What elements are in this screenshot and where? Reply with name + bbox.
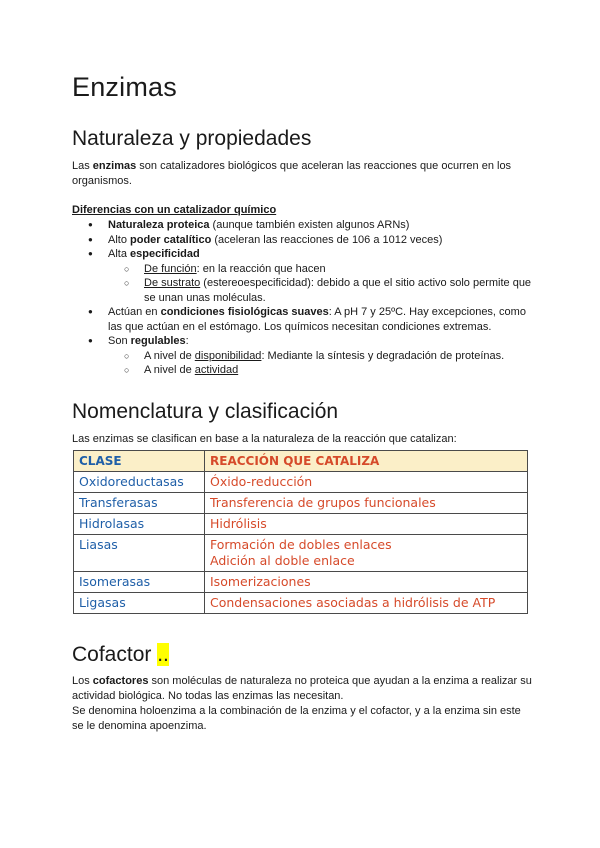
b5-text: :	[185, 335, 189, 347]
table-row	[74, 535, 528, 572]
differences-heading: Diferencias con un catalizador químico	[72, 204, 277, 216]
table-row	[74, 514, 528, 535]
header-reaccion: REACCIÓN QUE CATALIZA	[205, 451, 528, 472]
cell-clase: Ligasas	[74, 593, 205, 614]
cofactor-paragraph	[72, 674, 532, 704]
b3-sub1-underlined: De función	[144, 262, 197, 275]
table-row	[74, 472, 528, 493]
b3-sub2-underlined: De sustrato	[144, 277, 201, 289]
specificity-sublist	[108, 262, 537, 306]
section-heading-naturaleza: Naturaleza y propiedades	[72, 127, 312, 150]
cell-reaccion	[205, 535, 528, 572]
cell-reaccion-line1: Formación de dobles enlaces	[210, 537, 392, 552]
table-header-row	[74, 451, 528, 472]
cell-clase: Hidrolasas	[74, 514, 205, 535]
b2-bold: poder catalítico	[130, 233, 212, 246]
table-row	[74, 493, 528, 514]
b3-sub1-text: : en la reacción que hacen	[196, 262, 326, 275]
table-row	[74, 593, 528, 614]
sub-list-item	[108, 276, 537, 305]
cofactor-heading-highlight: ..	[157, 643, 169, 666]
b5-sub2-pre: A nivel de	[144, 364, 195, 376]
holoenzyme-paragraph: Se denomina holoenzima a la combinación de la enzima y el cofactor, y a la enzima sin este se le denomina apoenzima.	[72, 705, 521, 732]
b2-text: (aceleran las reacciones de 106 a 1012 veces)	[211, 233, 443, 246]
intro-text-pre: Las	[72, 160, 93, 172]
intro-paragraph	[72, 159, 532, 189]
cofactor-text-post: son moléculas de naturaleza no proteica que ayudan a la enzima a realizar su actividad biológica. No todas las enzimas las necesitan.	[72, 675, 532, 702]
b4-bold: condiciones fisiológicas suaves	[160, 306, 329, 318]
b5-sub1-underlined: disponibilidad	[194, 349, 262, 362]
regulation-sublist	[108, 349, 537, 378]
cell-clase: Transferasas	[74, 493, 205, 514]
differences-list	[72, 218, 537, 378]
b5-bold: regulables	[130, 335, 186, 347]
intro-text-post: son catalizadores biológicos que aceleran las reacciones que ocurren en los organismos.	[72, 160, 512, 187]
cell-reaccion: Isomerizaciones	[205, 572, 528, 593]
list-item	[72, 334, 537, 378]
cofactor-text-pre: Los	[72, 675, 93, 687]
b5-pre: Son	[108, 335, 131, 347]
cell-clase: Liasas	[74, 535, 205, 572]
b1-bold: Naturaleza proteica	[108, 219, 210, 231]
page-title: Enzimas	[72, 72, 177, 102]
list-item	[72, 305, 537, 334]
cell-reaccion: Transferencia de grupos funcionales	[205, 493, 528, 514]
classification-intro: Las enzimas se clasifican en base a la naturaleza de la reacción que catalizan:	[72, 433, 457, 445]
section-heading-nomenclatura: Nomenclatura y clasificación	[72, 400, 339, 423]
b3-bold: especificidad	[130, 248, 200, 260]
cell-reaccion: Óxido-reducción	[205, 472, 528, 493]
cell-reaccion: Hidrólisis	[205, 514, 528, 535]
cofactor-heading-text: Cofactor	[72, 643, 158, 666]
b3-sub2-text: (estereoespecificidad): debido a que el sitio activo solo permite que se unan unas moléculas.	[144, 277, 532, 304]
cell-reaccion: Condensaciones asociadas a hidrólisis de ATP	[205, 593, 528, 614]
intro-text-bold: enzimas	[92, 160, 137, 172]
b4-pre: Actúan en	[108, 306, 161, 318]
b3-pre: Alta	[108, 248, 131, 260]
section-heading-cofactor	[72, 643, 169, 667]
b5-sub2-underlined: actividad	[194, 364, 239, 376]
enzyme-classification-table	[73, 450, 528, 614]
cell-clase: Oxidoreductasas	[74, 472, 205, 493]
b1-text: (aunque también existen algunos ARNs)	[209, 219, 410, 231]
b5-sub1-pre: A nivel de	[144, 349, 195, 362]
table-row	[74, 572, 528, 593]
list-item	[72, 233, 537, 248]
sub-list-item	[108, 349, 537, 364]
cell-clase: Isomerasas	[74, 572, 205, 593]
b2-pre: Alto	[108, 233, 131, 246]
list-item	[72, 218, 537, 233]
list-item	[72, 247, 537, 305]
cell-reaccion-line2: Adición al doble enlace	[210, 553, 355, 568]
sub-list-item	[108, 363, 537, 378]
b5-sub1-text: : Mediante la síntesis y degradación de proteínas.	[261, 349, 505, 362]
b4-text: : A pH 7 y 25ºC. Hay excepciones, como las que actúan en el estómago. Los químicos necesitan condiciones extremas.	[108, 306, 526, 333]
header-clase: CLASE	[74, 451, 205, 472]
cofactor-text-bold: cofactores	[92, 675, 149, 687]
sub-list-item	[108, 262, 537, 277]
